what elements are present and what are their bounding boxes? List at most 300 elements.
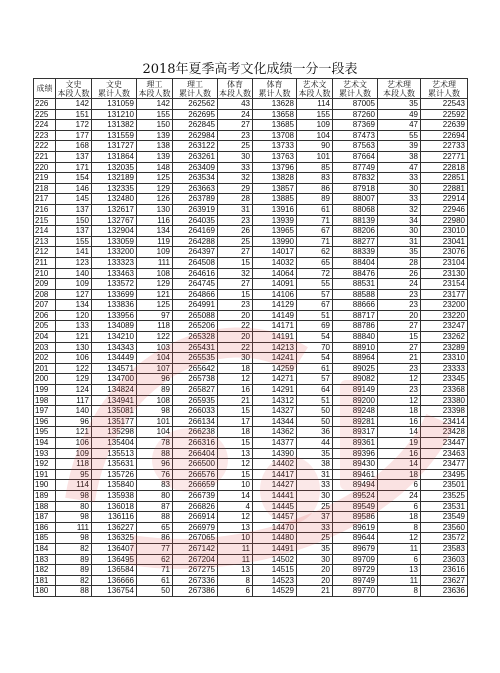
table-cell: 20 [297, 575, 333, 586]
table-row [34, 109, 468, 120]
table-cell: 69 [297, 321, 333, 332]
table-cell: 141 [56, 247, 92, 258]
table-cell: 22543 [421, 99, 468, 110]
table-cell: 267142 [173, 543, 218, 554]
score-cell: 219 [34, 173, 56, 184]
table-cell: 266134 [173, 416, 218, 427]
table-cell: 13 [218, 522, 253, 533]
table-cell: 263409 [173, 162, 218, 173]
column-header [378, 79, 421, 99]
table-cell: 108 [137, 268, 173, 279]
table-cell: 14213 [253, 342, 297, 353]
table-cell: 23041 [421, 236, 468, 247]
table-cell: 6 [378, 480, 421, 491]
table-cell: 265642 [173, 363, 218, 374]
table-cell: 6 [378, 501, 421, 512]
table-cell: 13708 [253, 130, 297, 141]
table-cell: 23603 [421, 554, 468, 565]
table-cell: 18 [378, 469, 421, 480]
table-cell: 86 [137, 533, 173, 544]
table-cell: 22 [218, 321, 253, 332]
table-cell: 107 [137, 363, 173, 374]
table-cell: 23368 [421, 385, 468, 396]
table-cell: 89025 [333, 363, 378, 374]
table-cell: 88964 [333, 353, 378, 364]
table-row [34, 490, 468, 501]
table-cell: 88068 [333, 204, 378, 215]
table-cell: 109 [56, 279, 92, 290]
score-cell: 195 [34, 427, 56, 438]
table-cell: 23 [218, 215, 253, 226]
score-cell: 191 [34, 469, 56, 480]
table-cell: 14271 [253, 374, 297, 385]
table-cell: 14529 [253, 586, 297, 597]
table-cell: 13796 [253, 162, 297, 173]
table-cell: 88007 [333, 194, 378, 205]
column-header-line2: 成绩 [36, 84, 53, 93]
score-cell: 208 [34, 289, 56, 300]
table-cell: 88339 [333, 247, 378, 258]
column-header [34, 79, 56, 99]
table-cell: 172 [56, 120, 92, 131]
table-cell: 23428 [421, 427, 468, 438]
table-cell: 23525 [421, 490, 468, 501]
table-cell: 133572 [92, 279, 137, 290]
table-cell: 23501 [421, 480, 468, 491]
table-cell: 22851 [421, 173, 468, 184]
column-header [421, 79, 468, 99]
score-cell: 196 [34, 416, 56, 427]
table-cell: 8 [378, 586, 421, 597]
table-cell: 23154 [421, 279, 468, 290]
table-cell: 43 [218, 99, 253, 110]
table-row [34, 120, 468, 131]
table-cell: 14402 [253, 459, 297, 470]
table-cell: 87 [137, 501, 173, 512]
table-cell: 23289 [421, 342, 468, 353]
table-cell: 129 [137, 279, 173, 290]
table-row [34, 480, 468, 491]
table-cell: 61 [297, 363, 333, 374]
table-cell: 88277 [333, 236, 378, 247]
score-table [33, 78, 468, 597]
table-row [34, 406, 468, 417]
table-cell: 116 [137, 215, 173, 226]
table-cell: 109 [297, 120, 333, 131]
column-header-line2: 累计人数 [339, 88, 371, 98]
table-cell: 30 [218, 151, 253, 162]
table-cell: 264991 [173, 300, 218, 311]
score-cell: 198 [34, 395, 56, 406]
table-cell: 266033 [173, 406, 218, 417]
table-cell: 118 [137, 321, 173, 332]
table-cell: 134 [137, 226, 173, 237]
table-cell: 89281 [333, 416, 378, 427]
table-cell: 72 [297, 268, 333, 279]
table-cell: 135726 [92, 469, 137, 480]
table-cell: 83 [297, 173, 333, 184]
table-cell: 266979 [173, 522, 218, 533]
table-cell: 61 [137, 575, 173, 586]
table-cell: 265328 [173, 332, 218, 343]
table-cell: 23380 [421, 395, 468, 406]
table-cell: 101 [297, 151, 333, 162]
table-cell: 127 [56, 289, 92, 300]
score-cell: 218 [34, 183, 56, 194]
table-cell: 23477 [421, 459, 468, 470]
table-cell: 134700 [92, 374, 137, 385]
table-cell: 266826 [173, 501, 218, 512]
table-cell: 263534 [173, 173, 218, 184]
table-cell: 150 [56, 215, 92, 226]
column-header-line1: 理工 [146, 79, 163, 89]
table-cell: 14480 [253, 533, 297, 544]
table-cell: 50 [137, 586, 173, 597]
score-cell: 182 [34, 565, 56, 576]
table-cell: 14259 [253, 363, 297, 374]
table-cell: 140 [56, 268, 92, 279]
table-cell: 155 [297, 109, 333, 120]
table-cell: 23247 [421, 321, 468, 332]
table-cell: 136116 [92, 512, 137, 523]
table-cell: 23262 [421, 332, 468, 343]
table-cell: 89461 [333, 469, 378, 480]
score-cell: 223 [34, 130, 56, 141]
table-cell: 262845 [173, 120, 218, 131]
table-cell: 20 [218, 310, 253, 321]
table-cell: 27 [218, 279, 253, 290]
table-cell: 88666 [333, 300, 378, 311]
table-cell: 80 [56, 501, 92, 512]
table-cell: 15 [218, 257, 253, 268]
table-cell: 30 [297, 490, 333, 501]
table-cell: 14491 [253, 543, 297, 554]
table-cell: 98 [137, 406, 173, 417]
table-cell: 78 [137, 438, 173, 449]
table-cell: 122 [56, 363, 92, 374]
table-cell: 142 [56, 99, 92, 110]
table-cell: 22733 [421, 141, 468, 152]
score-cell: 184 [34, 543, 56, 554]
table-cell: 267386 [173, 586, 218, 597]
table-cell: 22946 [421, 204, 468, 215]
table-cell: 132767 [92, 215, 137, 226]
table-cell: 12 [218, 374, 253, 385]
table-row [34, 162, 468, 173]
table-cell: 142 [137, 99, 173, 110]
table-cell: 11 [378, 543, 421, 554]
table-cell: 95 [56, 469, 92, 480]
table-cell: 135631 [92, 459, 137, 470]
table-cell: 14 [378, 427, 421, 438]
table-cell: 39 [378, 141, 421, 152]
table-cell: 80 [137, 490, 173, 501]
column-header [56, 79, 92, 99]
column-header-line2: 本段人数 [138, 88, 171, 98]
table-cell: 23310 [421, 353, 468, 364]
table-cell: 33 [297, 522, 333, 533]
score-cell: 194 [34, 438, 56, 449]
table-cell: 83 [137, 480, 173, 491]
table-cell: 13939 [253, 215, 297, 226]
table-cell: 31 [297, 469, 333, 480]
table-cell: 8 [218, 575, 253, 586]
table-cell: 125 [137, 300, 173, 311]
table-cell: 135081 [92, 406, 137, 417]
table-cell: 136666 [92, 575, 137, 586]
table-row [34, 257, 468, 268]
table-cell: 266404 [173, 448, 218, 459]
table-cell: 20 [297, 565, 333, 576]
table-cell: 134089 [92, 321, 137, 332]
table-cell: 266316 [173, 438, 218, 449]
table-cell: 12 [218, 459, 253, 470]
table-cell: 23076 [421, 247, 468, 258]
table-row [34, 141, 468, 152]
table-cell: 23200 [421, 300, 468, 311]
table-cell: 137 [56, 151, 92, 162]
table-cell: 264035 [173, 215, 218, 226]
table-cell: 263261 [173, 151, 218, 162]
table-row [34, 586, 468, 597]
table-cell: 121 [56, 427, 92, 438]
table-row [34, 448, 468, 459]
table-row [34, 215, 468, 226]
table-cell: 265088 [173, 310, 218, 321]
table-cell: 89248 [333, 406, 378, 417]
table-cell: 38 [378, 151, 421, 162]
column-header-line1: 体育 [227, 79, 243, 89]
table-cell: 265535 [173, 353, 218, 364]
table-cell: 131727 [92, 141, 137, 152]
table-cell: 13916 [253, 204, 297, 215]
table-row [34, 575, 468, 586]
table-cell: 89 [137, 385, 173, 396]
table-cell: 12 [378, 395, 421, 406]
table-cell: 134824 [92, 385, 137, 396]
table-cell: 129 [137, 183, 173, 194]
table-cell: 89729 [333, 565, 378, 576]
table-cell: 111 [137, 257, 173, 268]
table-row [34, 289, 468, 300]
table-cell: 20 [378, 310, 421, 321]
table-cell: 13 [218, 448, 253, 459]
table-cell: 14106 [253, 289, 297, 300]
table-cell: 61 [297, 204, 333, 215]
score-cell: 217 [34, 194, 56, 205]
table-cell: 135404 [92, 438, 137, 449]
score-cell: 205 [34, 321, 56, 332]
table-cell: 90 [297, 141, 333, 152]
table-cell: 27 [378, 342, 421, 353]
table-cell: 120 [56, 310, 92, 321]
table-cell: 263919 [173, 204, 218, 215]
table-row [34, 279, 468, 290]
table-cell: 117 [56, 395, 92, 406]
score-cell: 193 [34, 448, 56, 459]
score-cell: 197 [34, 406, 56, 417]
table-cell: 126 [137, 194, 173, 205]
table-cell: 103 [137, 342, 173, 353]
table-cell: 23 [218, 130, 253, 141]
table-cell: 87832 [333, 173, 378, 184]
table-cell: 50 [297, 416, 333, 427]
column-header [297, 79, 333, 99]
table-cell: 13628 [253, 99, 297, 110]
table-cell: 23636 [421, 586, 468, 597]
table-cell: 266659 [173, 480, 218, 491]
table-cell: 135177 [92, 416, 137, 427]
column-header [173, 79, 218, 99]
table-cell: 33 [378, 173, 421, 184]
table-cell: 14149 [253, 310, 297, 321]
table-cell: 133 [56, 321, 92, 332]
table-cell: 6 [218, 586, 253, 597]
table-cell: 136325 [92, 533, 137, 544]
column-header-line2: 累计人数 [258, 88, 291, 98]
column-header-line1: 艺术文 [302, 79, 327, 89]
table-cell: 88 [56, 586, 92, 597]
table-row [34, 501, 468, 512]
table-cell: 26 [378, 268, 421, 279]
table-cell: 14515 [253, 565, 297, 576]
table-cell: 49 [378, 109, 421, 120]
table-cell: 89679 [333, 543, 378, 554]
table-row [34, 565, 468, 576]
table-cell: 31 [218, 204, 253, 215]
table-cell: 13 [378, 565, 421, 576]
table-cell: 14445 [253, 501, 297, 512]
column-header [333, 79, 378, 99]
score-cell: 203 [34, 342, 56, 353]
table-cell: 32 [218, 268, 253, 279]
table-cell: 82 [56, 543, 92, 554]
table-row [34, 395, 468, 406]
table-cell: 89770 [333, 586, 378, 597]
table-cell: 154 [56, 173, 92, 184]
table-cell: 23583 [421, 543, 468, 554]
table-cell: 119 [137, 236, 173, 247]
table-cell: 17 [218, 416, 253, 427]
table-cell: 132480 [92, 194, 137, 205]
table-cell: 262695 [173, 109, 218, 120]
table-cell: 98 [56, 533, 92, 544]
table-cell: 23560 [421, 522, 468, 533]
table-cell: 88588 [333, 289, 378, 300]
table-cell: 4 [218, 501, 253, 512]
table-cell: 266914 [173, 512, 218, 523]
table-row [34, 204, 468, 215]
table-cell: 97 [137, 310, 173, 321]
table-cell: 18 [378, 512, 421, 523]
column-header-line2: 本段人数 [219, 88, 251, 98]
column-header-line2: 累计人数 [179, 88, 211, 98]
score-cell: 201 [34, 363, 56, 374]
table-cell: 15 [218, 438, 253, 449]
table-cell: 267204 [173, 554, 218, 565]
table-cell: 264866 [173, 289, 218, 300]
table-cell: 70 [297, 342, 333, 353]
table-cell: 130 [56, 342, 92, 353]
table-cell: 14377 [253, 438, 297, 449]
score-cell: 188 [34, 501, 56, 512]
table-cell: 62 [297, 247, 333, 258]
table-cell: 71 [297, 215, 333, 226]
table-cell: 130 [137, 204, 173, 215]
table-row [34, 268, 468, 279]
table-cell: 96 [137, 459, 173, 470]
table-cell: 22 [218, 342, 253, 353]
table-cell: 85 [297, 162, 333, 173]
table-cell: 89200 [333, 395, 378, 406]
table-cell: 264397 [173, 247, 218, 258]
score-cell: 210 [34, 268, 56, 279]
table-cell: 77 [137, 543, 173, 554]
table-cell: 15 [218, 406, 253, 417]
table-cell: 14327 [253, 406, 297, 417]
table-cell: 124 [56, 385, 92, 396]
score-cell: 187 [34, 512, 56, 523]
table-cell: 55 [378, 130, 421, 141]
table-cell: 67 [297, 300, 333, 311]
table-cell: 135938 [92, 490, 137, 501]
table-cell: 32 [378, 204, 421, 215]
score-cell: 200 [34, 374, 56, 385]
table-row [34, 469, 468, 480]
table-cell: 30 [378, 226, 421, 237]
table-cell: 31 [378, 236, 421, 247]
table-cell: 18 [218, 427, 253, 438]
table-cell: 13885 [253, 194, 297, 205]
table-cell: 133836 [92, 300, 137, 311]
table-cell: 14427 [253, 480, 297, 491]
table-cell: 265738 [173, 374, 218, 385]
table-cell: 14 [378, 459, 421, 470]
table-cell: 14017 [253, 247, 297, 258]
score-cell: 189 [34, 490, 56, 501]
table-cell: 266500 [173, 459, 218, 470]
table-cell: 89 [56, 565, 92, 576]
table-cell: 138 [137, 141, 173, 152]
table-cell: 44 [297, 438, 333, 449]
table-cell: 88531 [333, 279, 378, 290]
table-cell: 136227 [92, 522, 137, 533]
table-cell: 16 [378, 416, 421, 427]
table-cell: 136584 [92, 565, 137, 576]
table-cell: 155 [137, 109, 173, 120]
table-cell: 89 [297, 194, 333, 205]
score-cell: 181 [34, 575, 56, 586]
table-cell: 47 [378, 120, 421, 131]
score-cell: 206 [34, 310, 56, 321]
column-header [137, 79, 173, 99]
table-cell: 129 [56, 374, 92, 385]
column-header-line2: 本段人数 [298, 88, 331, 98]
table-cell: 22818 [421, 162, 468, 173]
table-cell: 23495 [421, 469, 468, 480]
table-cell: 35 [378, 99, 421, 110]
table-cell: 23345 [421, 374, 468, 385]
table-cell: 109 [137, 247, 173, 258]
table-cell: 12 [378, 374, 421, 385]
table-cell: 15 [218, 289, 253, 300]
table-cell: 131059 [92, 99, 137, 110]
table-cell: 109 [56, 448, 92, 459]
table-cell: 54 [297, 332, 333, 343]
column-header-line1: 文史 [65, 79, 82, 89]
table-row [34, 321, 468, 332]
table-cell: 11 [378, 575, 421, 586]
